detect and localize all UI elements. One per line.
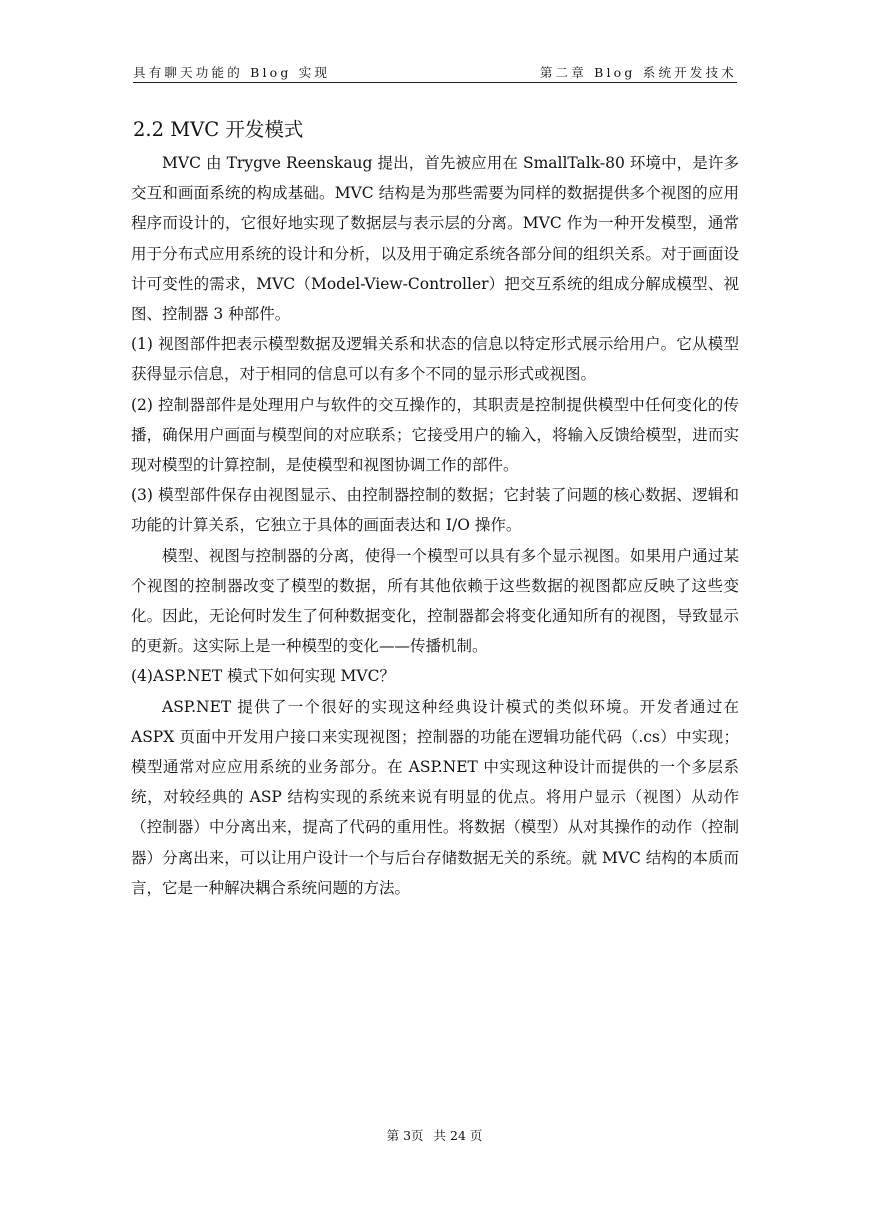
paragraph-separation: 模型、视图与控制器的分离，使得一个模型可以具有多个显示视图。如果用户通过某个视图的控制器改变了模型的数据，所有其他依赖于这些数据的视图都应反映了这些变化。因此，无论何时发生了何种数据变化，控制器都会将变化通知所有的视图，导致显示的更新。这实际上是一种模型的变化——传播机制。	[131, 546, 739, 656]
header-document-title: 具有聊天功能的 Blog 实现	[133, 65, 331, 80]
header-chapter-title: 第二章 Blog 系统开发技术	[539, 65, 737, 80]
paragraph-intro: MVC 由 Trygve Reenskaug 提出，首先被应用在 SmallTalk-80 环境中，是许多交互和画面系统的构成基础。MVC 结构是为那些需要为同样的数据提供多个视图的应用程序而设计的，它很好地实现了数据层与表示层的分离。MVC 作为一种开发模型，通常用于分布式应用系统的设计和分析，以及用于确定系统各部分间的组织关系。对于画面设计可变性的需求，MVC（Model-View-Controller）把交互系统的组成分解成模型、视图、控制器 3 种部件。	[131, 154, 739, 324]
footer-page-number: 第 3页	[386, 1128, 424, 1143]
paragraph-aspnet-answer: ASP.NET 提供了一个很好的实现这种经典设计模式的类似环境。开发者通过在 ASPX 页面中开发用户接口来实现视图；控制器的功能在逻辑功能代码（.cs）中实现；模型通常对应应用系统的业务部分。在 ASP.NET 中实现这种设计而提供的一个多层系统，对较经典的 ASP 结构实现的系统来说有明显的优点。将用户显示（视图）从动作（控制器）中分离出来，提高了代码的重用性。将数据（模型）从对其操作的动作（控制器）分离出来，可以让用户设计一个与后台存储数据无关的系统。就 MVC 结构的本质而言，它是一种解决耦合系统问题的方法。	[131, 697, 739, 897]
footer-total-pages: 共 24 页	[433, 1128, 483, 1143]
page-footer	[0, 1126, 869, 1144]
paragraph-controller-component: (2) 控制器部件是处理用户与软件的交互操作的，其职责是控制提供模型中任何变化的传播，确保用户画面与模型间的对应联系；它接受用户的输入，将输入反馈给模型，进而实现对模型的计算控制，是使模型和视图协调工作的部件。	[131, 395, 739, 475]
paragraph-aspnet-question: (4)ASP.NET 模式下如何实现 MVC？	[131, 667, 395, 686]
page-header	[133, 60, 737, 83]
section-heading: 2.2 MVC 开发模式	[133, 118, 304, 141]
body-text	[131, 148, 739, 903]
paragraph-model-component: (3) 模型部件保存由视图显示、由控制器控制的数据；它封装了问题的核心数据、逻辑和功能的计算关系，它独立于具体的画面表达和 I/O 操作。	[131, 486, 739, 535]
paragraph-view-component: (1) 视图部件把表示模型数据及逻辑关系和状态的信息以特定形式展示给用户。它从模型获得显示信息，对于相同的信息可以有多个不同的显示形式或视图。	[131, 335, 739, 384]
